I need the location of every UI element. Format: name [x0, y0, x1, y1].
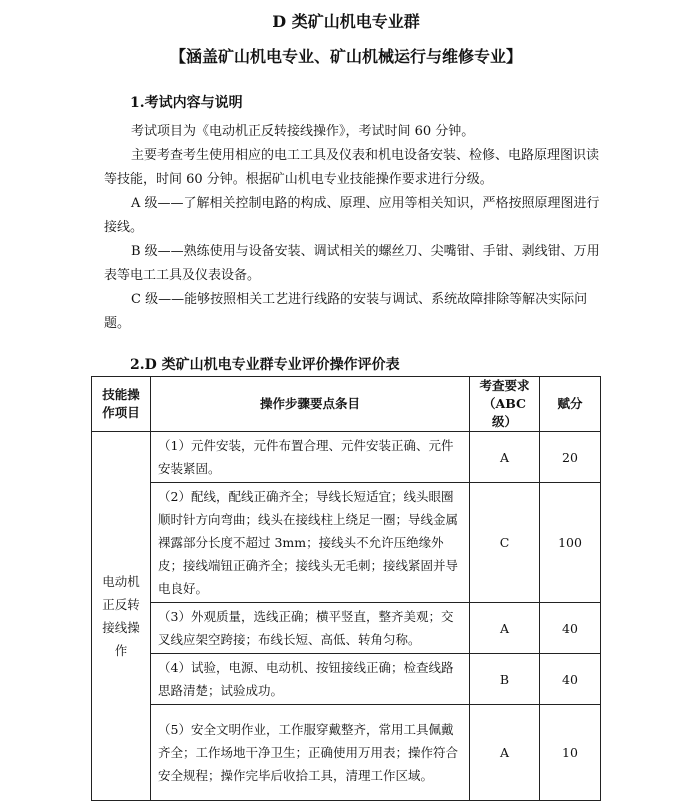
score-cell: 20 [540, 432, 601, 483]
score-cell: 40 [540, 603, 601, 654]
header-steps: 操作步骤要点条目 [151, 377, 470, 432]
step-cell: （4）试验，电源、电动机、按钮接线正确；检查线路思路清楚；试验成功。 [151, 654, 470, 705]
paragraph: B 级——熟练使用与设备安装、调试相关的螺丝刀、尖嘴钳、手钳、剥线钳、万用表等电工工具及仪表设备。 [104, 244, 600, 283]
section-1-heading: 1.考试内容与说明 [130, 95, 243, 111]
table-header-row [92, 377, 601, 432]
table-row [92, 432, 601, 483]
table-row [92, 654, 601, 705]
table-row [92, 705, 601, 801]
section-2-heading: 2.D 类矿山机电专业群专业评价操作评价表 [130, 357, 400, 373]
evaluation-table [91, 376, 601, 801]
level-cell: B [470, 654, 540, 705]
level-cell: A [470, 705, 540, 801]
section-1-body [104, 120, 600, 336]
paragraph: 考试项目为《电动机正反转接线操作》，考试时间 60 分钟。 [131, 124, 475, 139]
step-cell: （2）配线，配线正确齐全；导线长短适宜；线头眼圈顺时针方向弯曲；线头在接线柱上绕足一圈；导线金属裸露部分长度不超过 3mm；接线头不允许压绝缘外皮；接线端钮正确齐全；接线头无毛刺；接线紧固并导电良好。 [151, 483, 470, 603]
score-cell: 100 [540, 483, 601, 603]
step-cell: （3）外观质量，选线正确；横平竖直，整齐美观；交叉线应架空跨接；布线长短、高低、转角匀称。 [151, 603, 470, 654]
skill-item-cell: 电动机正反转接线操作 [92, 432, 151, 801]
level-cell: C [470, 483, 540, 603]
score-cell: 40 [540, 654, 601, 705]
header-score: 赋分 [540, 377, 601, 432]
paragraph: 主要考查考生使用相应的电工工具及仪表和机电设备安装、检修、电路原理图识读等技能，时间 60 分钟。根据矿山机电专业技能操作要求进行分级。 [104, 148, 600, 187]
main-title: D 类矿山机电专业群 [272, 12, 420, 31]
level-cell: A [470, 603, 540, 654]
table-row [92, 483, 601, 603]
step-cell: （5）安全文明作业，工作服穿戴整齐，常用工具佩戴齐全；工作场地干净卫生；正确使用万用表；操作符合安全规程；操作完毕后收拾工具，清理工作区域。 [151, 705, 470, 801]
table-row [92, 603, 601, 654]
step-cell: （1）元件安装，元件布置合理、元件安装正确、元件安装紧固。 [151, 432, 470, 483]
paragraph: C 级——能够按照相关工艺进行线路的安装与调试、系统故障排除等解决实际问题。 [104, 292, 588, 331]
header-level: 考查要求（ABC 级） [470, 377, 540, 432]
score-cell: 10 [540, 705, 601, 801]
level-cell: A [470, 432, 540, 483]
paragraph: A 级——了解相关控制电路的构成、原理、应用等相关知识，严格按照原理图进行接线。 [104, 196, 600, 235]
header-skill: 技能操作项目 [92, 377, 151, 432]
subtitle: 【涵盖矿山机电专业、矿山机械运行与维修专业】 [169, 47, 522, 66]
